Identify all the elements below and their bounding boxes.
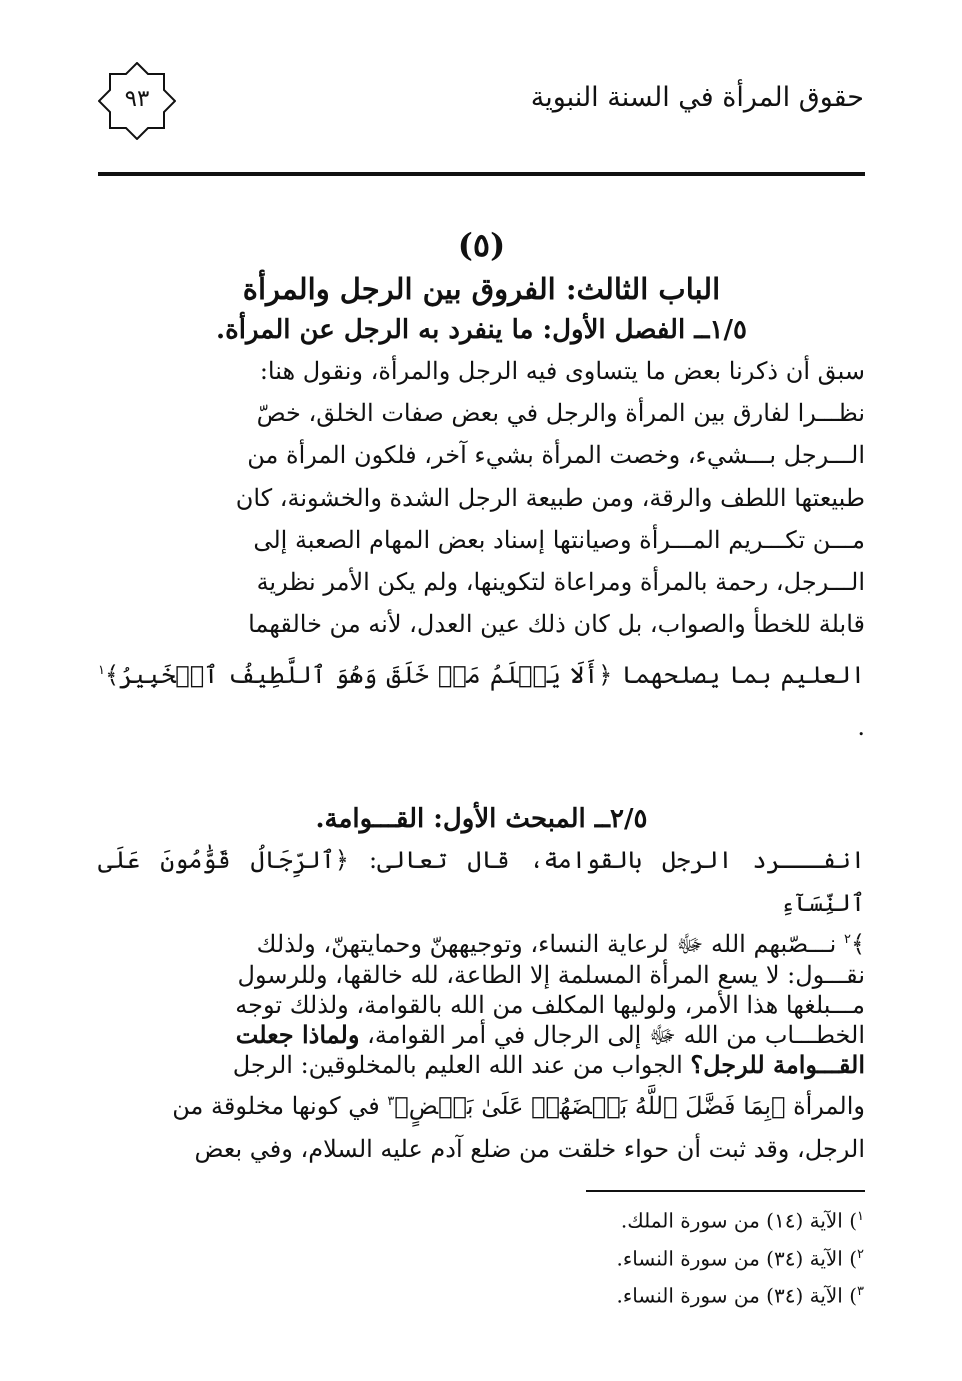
paragraph-two [98, 839, 865, 1171]
text-run: الخطـــاب من الله ﷻ إلى الرجال في أمر القوامة، [367, 1021, 865, 1050]
footnote-text: ) الآية (٣٤) من سورة النساء. [616, 1283, 858, 1308]
footnote-rule [586, 1190, 865, 1192]
header-rule [98, 172, 865, 176]
text-line: طبيعتها اللطف والرقة، ومن طبيعة الرجل الشدة والخشونة، كان [235, 483, 865, 512]
section-title: ١/٥ــ الفصل الأول: ما ينفرد به الرجل عن المرأة. [216, 315, 747, 345]
text-line: الـــرجل بـــشيء، وخصت المرأة بشيء آخر، فلكون المرأة من [247, 441, 865, 470]
footnote-ref: ٣ [387, 1094, 395, 1110]
quran-verse-end: ﴾ [850, 930, 865, 959]
end-punctuation: . [857, 713, 865, 742]
text-line [98, 925, 865, 959]
subsection-title: ٢/٥ــ المبحث الأول: القـــوامة. [315, 804, 648, 835]
text-line: مـــبلغها هذا الأمر، ولوليها المكلف من الله بالقوامة، ولذلك توجه [235, 990, 865, 1019]
footnote-ref: ٢ [843, 932, 851, 948]
text-line: نظـــرا لفارق بين المرأة والرجل في بعض صفات الخلق، خصّ [256, 399, 865, 428]
footnote [344, 1200, 864, 1238]
footnote-mark: ٢ [857, 1246, 864, 1262]
text-run: في كونها مخلوقة من [172, 1092, 380, 1121]
footnote-ref: ١ [98, 663, 105, 679]
text-line-with-verse [98, 645, 865, 753]
quran-verse: ﴿أَلَا يَعۡلَمُ مَنۡ خَلَقَ وَهُوَ ٱللَّطِيفُ ٱلۡخَبِيرُ﴾ [104, 661, 613, 690]
bold-question: ولماذا جعلت [235, 1020, 360, 1050]
text-line-with-verse [98, 1080, 865, 1128]
text-line [98, 1020, 865, 1050]
page-number: ٩٣ [124, 86, 150, 112]
text-line: الـــرجل، رحمة بالمرأة ومراعاة لتكوينها، ولم يكن الأمر نظرية [256, 568, 865, 597]
page-number-ornament [98, 62, 176, 140]
footnote [344, 1238, 864, 1276]
text-run: العليم بما يصلحهما [621, 661, 865, 690]
text-run: الجواب من عند الله العليم بالمخلوقين: الرجل [232, 1051, 683, 1080]
part-number-heading: (٥) [457, 226, 506, 264]
footnote-mark: ١ [857, 1209, 864, 1224]
text-line: الرجل، وقد ثبت أن حواء خلقت من ضلع آدم عليه السلام، وفي بعض [194, 1135, 865, 1164]
text-line: سبق أن ذكرنا بعض ما يتساوى فيه الرجل والمرأة، ونقول هنا: [259, 357, 865, 385]
quran-verse: ﴿بِمَا فَضَّلَ ٱللَّهُ بَعۡضَهُمۡ عَلَىٰ بَعۡضٍ﴾ [394, 1092, 786, 1121]
text-line-with-verse [98, 839, 865, 925]
footnote-mark: ٣ [857, 1284, 864, 1300]
footnote-text: ) الآية (١٤) من سورة الملك. [620, 1208, 858, 1233]
running-title: حقوق المرأة في السنة النبوية [530, 82, 864, 113]
text-line: قابلة للخطأ والصواب، بل كان ذلك عين العدل، لأنه من خالقهما [248, 610, 865, 639]
quran-verse: ﴿ٱلرِّجَالُ قَوَّٰمُونَ عَلَى ٱلنِّسَآءِ [98, 846, 865, 918]
footnote [344, 1275, 864, 1313]
text-run: انفـــرد الرجل بالقوامة، قال تعالى: [369, 846, 865, 875]
text-run: نـــصّبهم الله ﷻ لرعاية النساء، وتوجيههنّ وحمايتهنّ، ولذلك [256, 930, 837, 959]
paragraph-one [98, 350, 865, 753]
text-run: والمرأة [793, 1092, 865, 1121]
footnote-text: ) الآية (٣٤) من سورة النساء. [616, 1246, 858, 1271]
spacer [98, 753, 865, 799]
footnotes [344, 1200, 864, 1313]
chapter-title: الباب الثالث: الفروق بين الرجل والمرأة [242, 272, 721, 306]
bold-question: القـــوامة للرجل؟ [690, 1050, 865, 1080]
text-line [98, 1050, 865, 1080]
text-line: مـــن تكـــريم المـــرأة وصيانتها إسناد بعض المهام الصعبة إلى [253, 525, 865, 554]
main-text [98, 222, 865, 1171]
text-line: نقـــول: لا يسع المرأة المسلمة إلا الطاعة، لله خالقها، وللرسول [237, 960, 865, 989]
